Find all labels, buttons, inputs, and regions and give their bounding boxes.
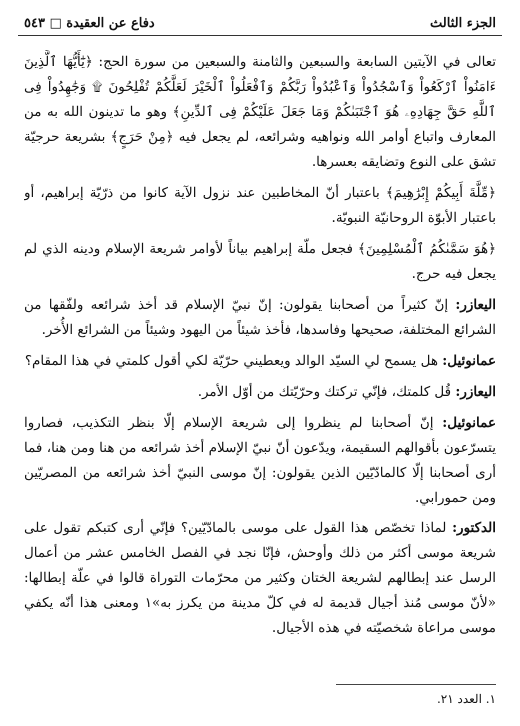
paragraph-text: قُل كلمتك، فإنّي تركتك وحرّيّتك من أوّل الأمر. <box>197 383 456 400</box>
paragraph-text: ﴿هُوَ سَمَّىٰكُمُ ٱلْمُسْلِمِينَ﴾ فجعل ملّة إبراهيم بياناً لأوامر شريعة الإسلام ودينه الذي لم يجعل فيه حرج. <box>24 240 496 282</box>
page-header <box>18 10 502 36</box>
paragraph-text: إنّ أصحابنا لم ينظروا إلى شريعة الإسلام إلّا بنظر التكذيب، فصاروا يتسرّعون بأقوالهم السقيمة، ويدّعون أنّ نبيّ الإسلام أخذ شرائعه من هنا ومن هنا، فما أرى أصحابنا إلّا كالمادّيّين الذين يقولون: إنّ موسى النبيّ أخذ شرائعه من المصريّين ومن حمورابي. <box>24 414 496 506</box>
paragraph <box>24 293 496 343</box>
page-footer <box>24 690 496 714</box>
paragraph-text: لماذا تخصّص هذا القول على موسى بالمادّيّين؟ فإنّي أرى كتبكم تقول على شريعة موسى أكثر من ذلك وأوحش، فإنّا نجد في الفصل الخامس عشر من أعمال الرسل عند إبطالهم لشريعة الختان وكثير من محرّمات التوراة قالوا في علّة إبطالها: «لأنّ موسى مُنذ أجيال قديمة له في كلّ مدينة من يكرز به»١ ومعنى هذا أنّه يكفي موسى مراعاة شخصيّته في هذه الأجيال. <box>24 520 496 637</box>
paragraph <box>24 349 496 374</box>
paragraph <box>24 516 496 641</box>
speaker-label: عمانوئيل: <box>442 352 496 369</box>
paragraph <box>24 380 496 405</box>
paragraph-text: تعالى في الآيتين السابعة والسبعين والثامنة والسبعين من سورة الحج: ﴿يَٰٓأَيُّهَا ٱلَّذِينَ ءَامَنُواْ ٱرْكَعُواْ وَٱسْجُدُواْ وَٱعْبُدُواْ رَبَّكُمْ وَٱفْعَلُواْ ٱلْخَيْرَ لَعَلَّكُمْ تُفْلِحُونَ ۩ وَجَٰهِدُواْ فِى ٱللَّهِ حَقَّ جِهَادِهِۦ هُوَ ٱجْتَبَىٰكُمْ وَمَا جَعَلَ عَلَيْكُمْ فِى ٱلدِّينِ﴾ وهو ما تدينون الله به من المعارف واتباع أوامر الله ونواهيه وشرائعه، لم يجعل فيه ﴿مِنْ حَرَجٍ﴾ بشريعة حرجيّة تشق على النوع وتضايقه بعسرها. <box>24 54 496 170</box>
paragraph <box>24 181 496 231</box>
page-body <box>24 50 496 650</box>
book-title-page-number: دفاع عن العقيدة □ ٥٤٣ <box>24 16 155 31</box>
paragraph <box>24 50 496 175</box>
paragraph <box>24 411 496 511</box>
part-title: الجزء الثالث <box>430 16 496 31</box>
speaker-label: عمانوئيل: <box>442 414 496 431</box>
paragraph-text: إنّ كثيراً من أصحابنا يقولون: إنّ نبيّ الإسلام قد أخذ شرائعه ولفّقها من الشرائع المختلفة، صحيحها وفاسدها، فأخذ شيئاً من اليهود وشيئاً من الشرائع الأُخر. <box>24 296 496 338</box>
header-rule <box>18 35 502 36</box>
speaker-label: اليعازر: <box>455 296 496 313</box>
paragraph-text: هل يسمح لي السيّد الوالد ويعطيني حرّيّة لكي أقول كلمتي في هذا المقام؟ <box>24 352 443 369</box>
paragraph-text: ﴿مِّلَّةَ أَبِيكُمْ إِبْرَٰهِيمَ﴾ باعتبار أنّ المخاطبين عند نزول الآية كانوا من ذرّيّة إبراهيم، أو باعتبار الأبوّة الروحانيّة النبويّة. <box>24 184 496 226</box>
footnote: ١. العدد ٢١. <box>436 692 496 706</box>
footnote-rule <box>336 684 496 685</box>
paragraph <box>24 237 496 287</box>
speaker-label: الدكتور: <box>452 520 496 537</box>
speaker-label: اليعازر: <box>455 383 496 400</box>
